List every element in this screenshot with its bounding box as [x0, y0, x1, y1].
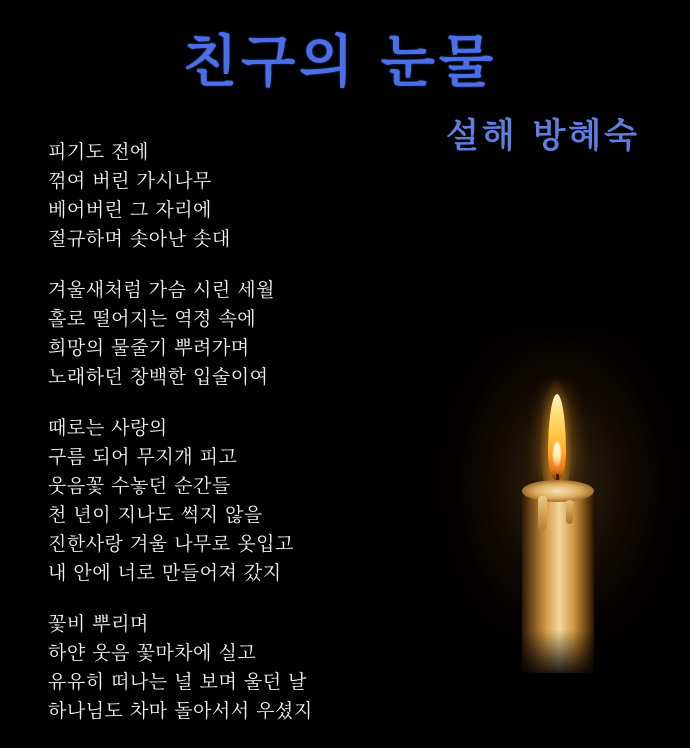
flame-core-icon: [553, 442, 561, 468]
candle-top: [522, 480, 594, 502]
poem-line: 천 년이 지나도 썩지 않을: [48, 504, 263, 526]
poem-line: 겨울새처럼 가슴 시린 세월: [48, 279, 276, 301]
poem-line: 하얀 웃음 꽃마차에 실고: [48, 642, 257, 664]
poem-line: 때로는 사랑의: [48, 417, 168, 439]
poem-stanza: [48, 276, 478, 392]
poem-line: 하나님도 차마 돌아서서 우셨지: [48, 700, 313, 722]
poem-line: 피기도 전에: [48, 141, 149, 163]
poem-line: 유유히 떠나는 널 보며 울던 날: [48, 671, 307, 693]
poem-line: 베어버린 그 자리에: [48, 199, 212, 221]
poem-line: 꽃비 뿌리며: [48, 613, 149, 635]
poem-line: 희망의 물줄기 뿌려가며: [48, 337, 250, 359]
poem-line: 구름 되어 무지개 피고: [48, 446, 238, 468]
poem-line: 절규하며 솟아난 솟대: [48, 228, 231, 250]
wax-drip: [566, 500, 573, 524]
poem-stanza: [48, 138, 478, 254]
poem-line: 내 안에 너로 만들어져 갔지: [48, 562, 282, 584]
poem-line: 홀로 떨어지는 역정 속에: [48, 308, 257, 330]
poem-line: 진한사랑 겨울 나무로 옷입고: [48, 533, 294, 555]
wax-drip: [538, 496, 547, 530]
candle-shadow-fade: [518, 630, 598, 690]
poem-line: 노래하던 창백한 입술이여: [48, 366, 269, 388]
poem-line: 꺾여 버린 가시나무: [48, 170, 212, 192]
candle-illustration: [500, 380, 620, 680]
poem-stanza: [48, 610, 478, 726]
poem-stanza: [48, 414, 478, 588]
poem-author: 설해 방혜숙: [445, 116, 640, 156]
poem-line: 웃음꽃 수놓던 순간들: [48, 475, 231, 497]
poem-body: [48, 138, 478, 748]
poem-title: 친구의 눈물: [183, 30, 497, 95]
